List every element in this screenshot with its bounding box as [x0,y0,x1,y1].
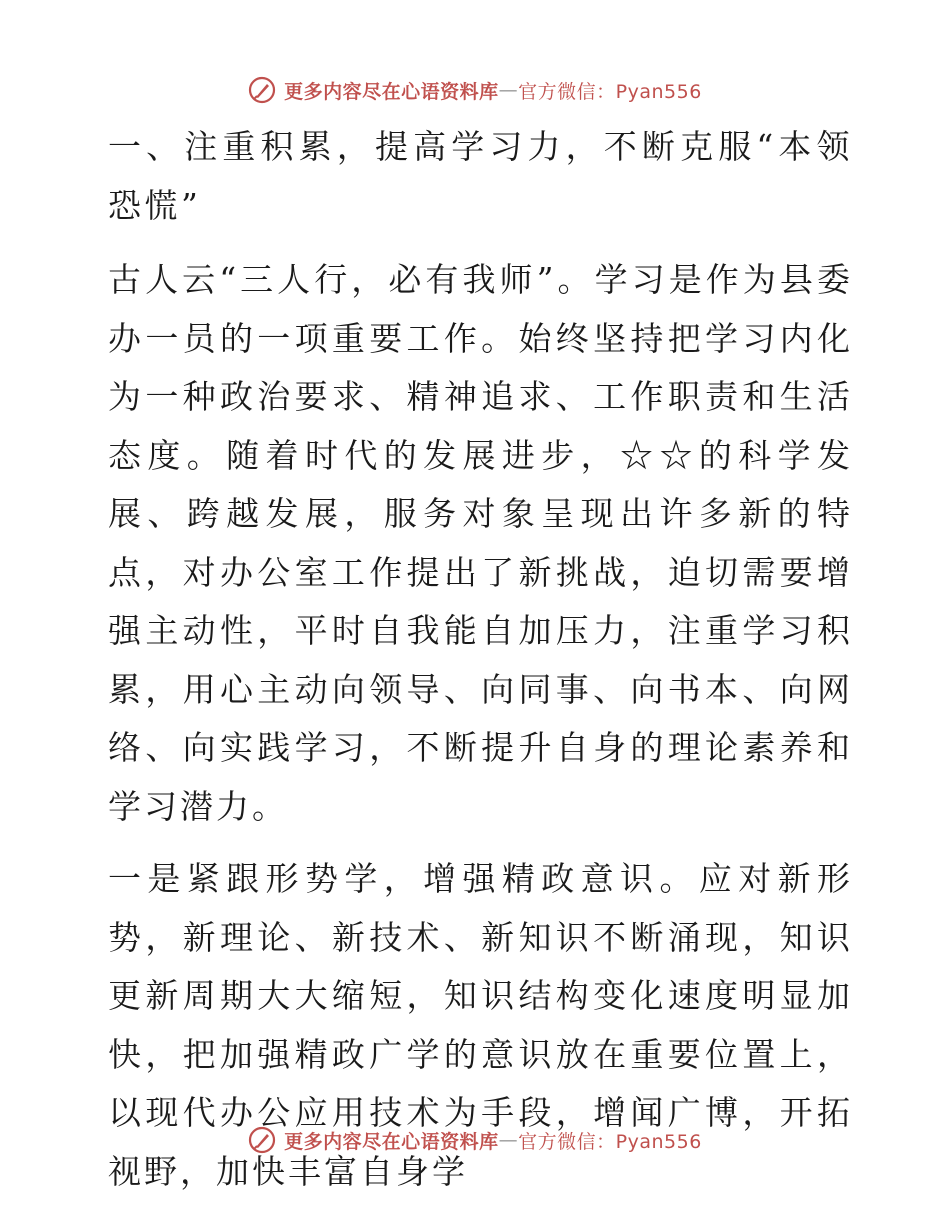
banner-site-text: 更多内容尽在心语资料库 [284,80,499,103]
section-heading: 一、注重积累，提高学习力，不断克服“本领恐慌” [108,127,853,225]
paragraph-1: 古人云“三人行，必有我师”。学习是作为县委办一员的一项重要工作。始终坚持把学习内化为一种政治要求、精神追求、工作职责和生活态度。随着时代的发展进步，☆☆的科学发展、跨越发展，服务对象呈现出许多新的特点，对办公室工作提出了新挑战，迫切需要增强主动性，平时自我能自加压力，注重学习积累，用心主动向领导、向同事、向书本、向网络、向实践学习，不断提升自身的理论素养和学习潜力。 [108,260,853,826]
banner-wechat-text: 官方微信：Pyan556 [518,1130,702,1153]
banner-separator: — [498,1129,519,1151]
paragraph-2: 一是紧跟形势学，增强精政意识。应对新形势，新理论、新技术、新知识不断涌现，知识更新周期大大缩短，知识结构变化速度明显加快，把加强精政广学的意识放在重要位置上，以现代办公应用技术为手段，增闻广博，开拓视野，加快丰富自身学 [108,859,853,1191]
header-watermark-banner [0,70,950,110]
quill-pen-logo-icon [248,1126,276,1154]
banner-site-text: 更多内容尽在心语资料库 [284,1130,499,1153]
banner-wechat-text: 官方微信：Pyan556 [518,80,702,103]
footer-watermark-banner [0,1120,950,1160]
document-body [98,118,853,1215]
quill-pen-logo-icon [248,76,276,104]
banner-separator: — [498,79,519,101]
